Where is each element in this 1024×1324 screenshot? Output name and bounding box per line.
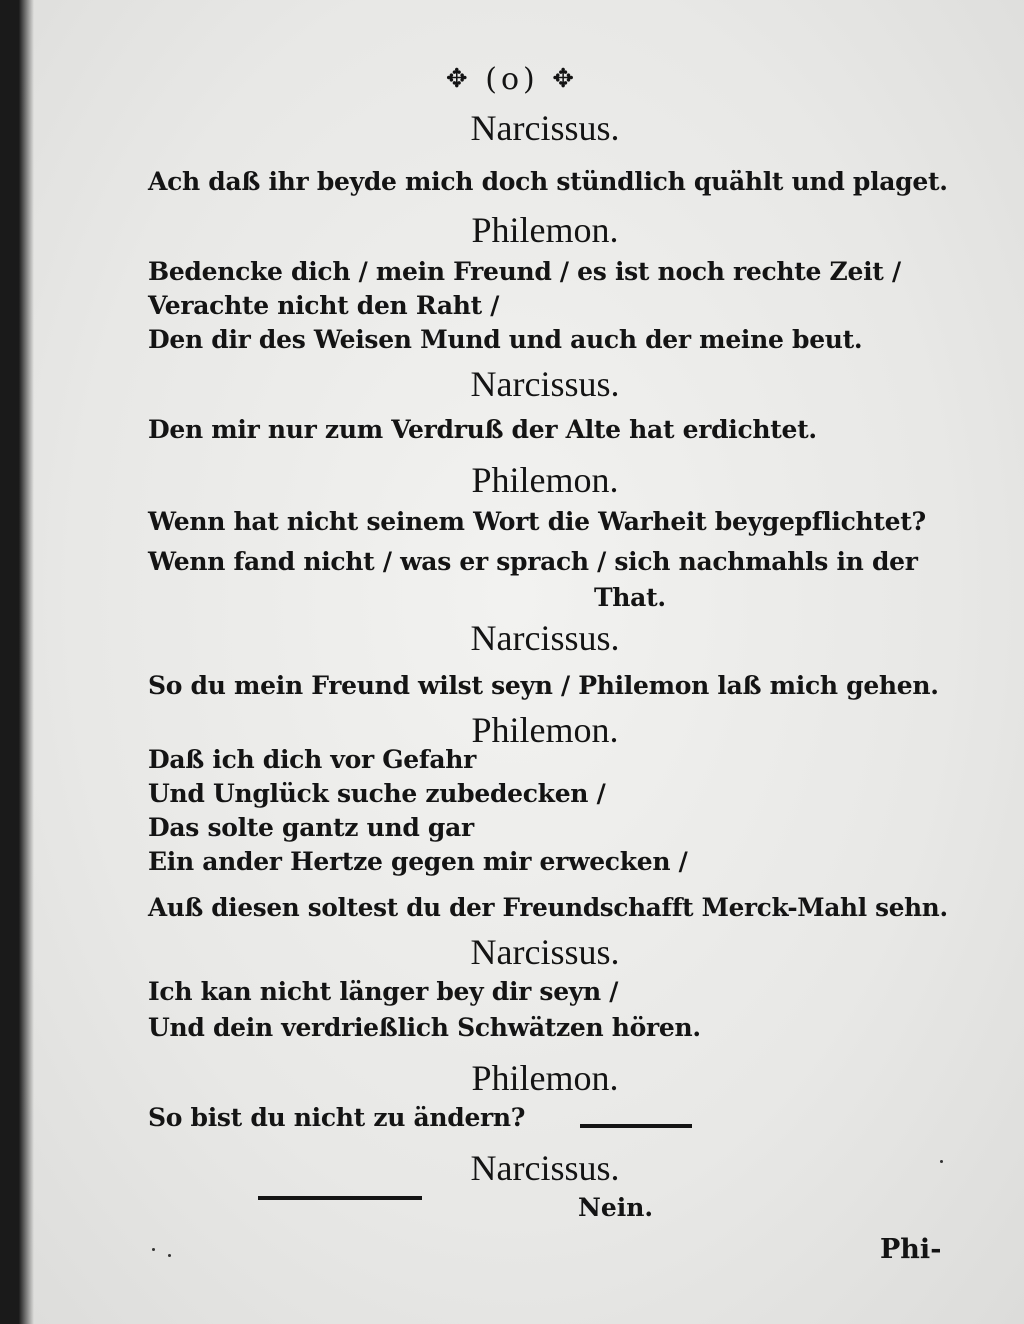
speaker-heading: Narcissus. <box>470 618 620 658</box>
speaker-heading: Philemon. <box>471 710 619 750</box>
verse-line: Daß ich dich vor Gefahr <box>148 745 476 774</box>
dash-rule <box>580 1124 692 1128</box>
speaker-heading: Philemon. <box>471 460 619 500</box>
verse-line: That. <box>594 583 666 612</box>
verse-line: Auß diesen soltest du der Freundschafft Merck-Mahl sehn. <box>148 893 948 922</box>
scan-edge-shadow <box>0 0 34 1324</box>
paper-speck <box>152 1248 155 1251</box>
verse-line: So du mein Freund wilst seyn / Philemon laß mich gehen. <box>148 671 939 700</box>
catchword: Phi- <box>880 1234 942 1265</box>
page-marker: (o) <box>485 62 539 97</box>
verse-line: Ach daß ihr beyde mich doch stündlich quählt und plaget. <box>148 167 948 196</box>
verse-line: Ich kan nicht länger bey dir seyn / <box>148 977 619 1006</box>
speaker-heading: Narcissus. <box>470 364 620 404</box>
reply-text: Nein. <box>578 1193 654 1222</box>
speaker-heading: Narcissus. <box>470 1148 620 1188</box>
paper-speck <box>940 1160 943 1163</box>
verse-line: Verachte nicht den Raht / <box>148 291 500 320</box>
verse-line: Und dein verdrießlich Schwätzen hören. <box>148 1013 701 1042</box>
verse-line: Und Unglück suche zubedecken / <box>148 779 606 808</box>
verse-line: Wenn hat nicht seinem Wort die Warheit beygepflichtet? <box>148 507 926 536</box>
verse-line: So bist du nicht zu ändern? <box>148 1103 526 1132</box>
verse-line: Das solte gantz und gar <box>148 813 474 842</box>
speaker-heading: Philemon. <box>471 1058 619 1098</box>
speaker-heading: Narcissus. <box>470 108 620 148</box>
verse-line: Ein ander Hertze gegen mir erwecken / <box>148 847 688 876</box>
speaker-heading: Narcissus. <box>470 932 620 972</box>
ornament-left-icon: ✥ <box>445 64 472 94</box>
verse-line: Den dir des Weisen Mund und auch der meine beut. <box>148 325 863 354</box>
page-header <box>0 62 1024 97</box>
verse-line: Wenn fand nicht / was er sprach / sich nachmahls in der <box>148 547 918 576</box>
verse-line: Den mir nur zum Verdruß der Alte hat erdichtet. <box>148 415 817 444</box>
ornament-right-icon: ✥ <box>552 64 579 94</box>
verse-line: Bedencke dich / mein Freund / es ist noch rechte Zeit / <box>148 257 901 286</box>
dash-rule <box>258 1196 422 1200</box>
paper-speck <box>168 1254 171 1257</box>
speaker-heading: Philemon. <box>471 210 619 250</box>
